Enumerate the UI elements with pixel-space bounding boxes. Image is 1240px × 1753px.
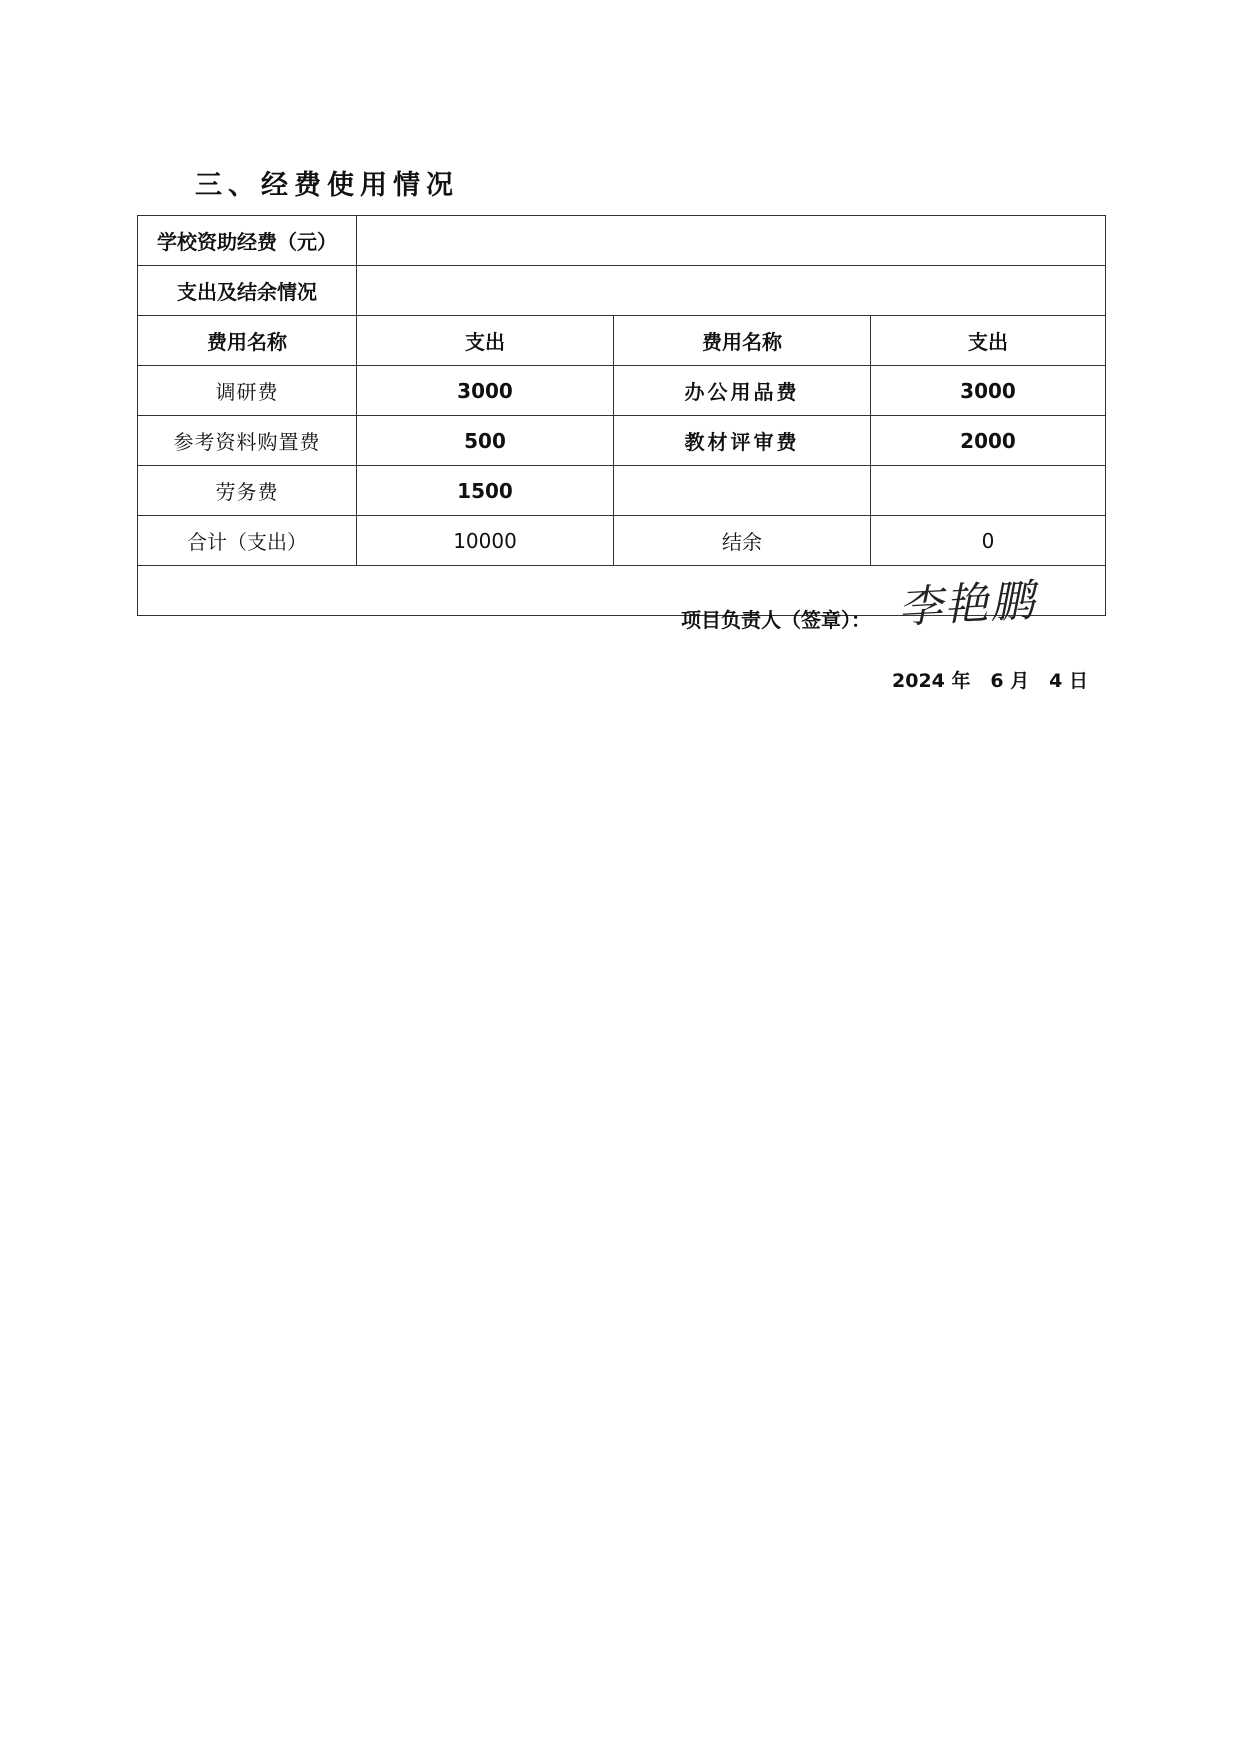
date-month: 6 xyxy=(990,670,1004,692)
header-spend-1: 支出 xyxy=(357,316,614,366)
expense-amount: 1500 xyxy=(357,466,614,516)
balance-status-label: 支出及结余情况 xyxy=(138,266,357,316)
expense-amount: 500 xyxy=(357,416,614,466)
signature-cell xyxy=(138,566,1106,692)
expense-name: 办公用品费 xyxy=(614,366,871,416)
expense-name: 参考资料购置费 xyxy=(138,416,357,466)
date-month-unit: 月 xyxy=(1010,670,1030,692)
remainder-value: 0 xyxy=(871,516,1106,566)
balance-status-value xyxy=(357,266,1106,316)
totals-row xyxy=(138,516,1106,566)
table-row xyxy=(138,466,1106,516)
expense-amount: 3000 xyxy=(357,366,614,416)
funding-row xyxy=(138,216,1106,266)
expense-name: 调研费 xyxy=(138,366,357,416)
header-row xyxy=(138,316,1106,366)
date-year-unit: 年 xyxy=(951,670,971,692)
expense-table xyxy=(137,215,1106,692)
expense-amount: 2000 xyxy=(871,416,1106,466)
total-value: 10000 xyxy=(357,516,614,566)
handwritten-signature: 李艳鹏 xyxy=(896,575,1038,634)
remainder-label: 结余 xyxy=(614,516,871,566)
table-row xyxy=(138,416,1106,466)
signer-label: 项目负责人（签章）： xyxy=(681,608,871,632)
expense-amount xyxy=(871,466,1106,516)
header-spend-2: 支出 xyxy=(871,316,1106,366)
date-day-unit: 日 xyxy=(1068,670,1088,692)
sign-date xyxy=(892,666,1088,693)
signature-row xyxy=(138,566,1106,616)
section-title: 三、经费使用情况 xyxy=(195,170,459,201)
expense-name: 劳务费 xyxy=(138,466,357,516)
header-name-1: 费用名称 xyxy=(138,316,357,366)
total-label: 合计（支出） xyxy=(138,516,357,566)
expense-name xyxy=(614,466,871,516)
expense-amount: 3000 xyxy=(871,366,1106,416)
expense-name: 教材评审费 xyxy=(614,416,871,466)
date-day: 4 xyxy=(1049,670,1063,692)
balance-status-row xyxy=(138,266,1106,316)
funding-label: 学校资助经费（元） xyxy=(138,216,357,266)
header-name-2: 费用名称 xyxy=(614,316,871,366)
date-year: 2024 xyxy=(892,670,945,692)
funding-value xyxy=(357,216,1106,266)
table-row xyxy=(138,366,1106,416)
